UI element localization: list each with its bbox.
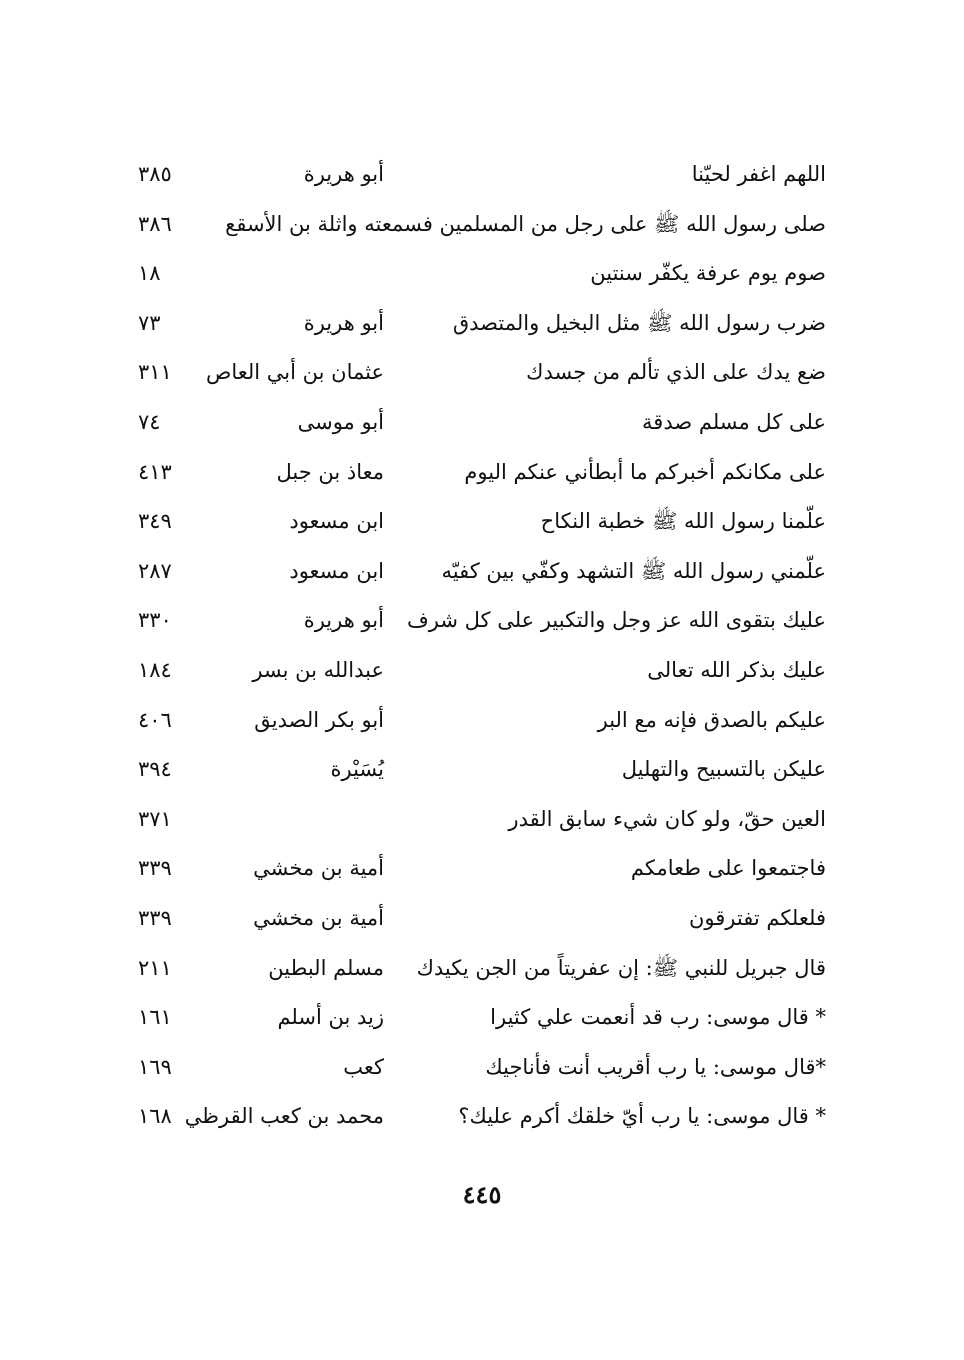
page-reference: ١٨٤ [138,657,172,682]
hadith-text: * قال موسى: رب قد أنعمت علي كثيرا [490,1005,826,1030]
page-reference: ٢١١ [138,955,172,980]
narrator-name: أبو بكر الصديق [254,707,384,732]
index-entry [120,944,834,994]
narrator-name: أمية بن مخشي [253,905,384,930]
page-reference: ٣٤٩ [138,509,172,534]
hadith-text: * قال موسى: يا رب أيّ خلقك أكرم عليك؟ [458,1104,826,1129]
index-entry [120,497,834,547]
index-entry [120,1043,834,1093]
page-reference: ٣٩٤ [138,757,172,782]
index-entry [120,448,834,498]
narrator-name: كعب [343,1054,384,1079]
page-reference: ٣٣٠ [138,608,172,633]
page-reference: ٤١٣ [138,459,172,484]
index-entry [120,547,834,597]
page-reference: ١٦٩ [138,1054,172,1079]
narrator-name: ابن مسعود [289,558,384,583]
page-reference: ١٨ [138,261,161,286]
hadith-text: العين حقّ، ولو كان شيء سابق القدر [508,806,826,831]
page-reference: ١٦١ [138,1005,172,1030]
page-reference: ٧٣ [138,310,161,335]
hadith-text: عليكن بالتسبيح والتهليل [621,757,826,782]
index-entry [120,299,834,349]
hadith-text: علّمني رسول الله ﷺ التشهد وكفّي بين كفيّه [441,558,826,583]
narrator-name: ابن مسعود [289,509,384,534]
narrator-name: أبو موسى [297,409,384,434]
index-entry [120,150,834,200]
narrator-name: مسلم البطين [268,955,384,980]
index-entry [120,348,834,398]
narrator-name: معاذ بن جبل [276,459,384,484]
index-entry [120,646,834,696]
hadith-index-list [120,150,834,1142]
hadith-text: عليكم بالصدق فإنه مع البر [597,707,826,732]
hadith-text: على مكانكم أخبركم ما أبطأني عنكم اليوم [464,459,826,484]
narrator-name: عبدالله بن بسر [252,657,384,682]
page-number: ٤٤٥ [462,1180,502,1209]
index-entry [120,745,834,795]
narrator-name: محمد بن كعب القرظي [184,1104,384,1129]
narrator-name: عثمان بن أبي العاص [205,360,384,385]
hadith-text: فاجتمعوا على طعامكم [630,856,826,881]
page-reference: ٤٠٦ [138,707,172,732]
narrator-name: زيد بن أسلم [277,1005,384,1030]
narrator-name: أمية بن مخشي [253,856,384,881]
index-entry [120,844,834,894]
page-reference: ٣٨٥ [138,162,172,186]
index-entry [120,249,834,299]
index-entry [120,894,834,944]
page-reference: ٣٧١ [138,806,172,831]
index-entry [120,993,834,1043]
hadith-text: علّمنا رسول الله ﷺ خطبة النكاح [540,509,826,534]
narrator-name: يُسَيْرة [330,757,384,782]
page-reference: ٣٣٩ [138,905,172,930]
index-entry [120,1092,834,1142]
index-entry [120,200,834,250]
hadith-text: قال جبريل للنبي ﷺ: إن عفريتاً من الجن يكيدك [416,955,826,980]
page-reference: ٧٤ [138,409,161,434]
narrator-name: أبو هريرة [303,608,384,633]
narrator-name: أبو هريرة [303,310,384,335]
hadith-text: اللهم اغفر لحيّنا [691,162,826,186]
page-reference: ٣٨٦ [138,211,172,236]
page-reference: ٣١١ [138,360,172,385]
page-reference: ٣٣٩ [138,856,172,881]
index-entry [120,596,834,646]
narrator-name: أبو هريرة [303,162,384,186]
page-reference: ١٦٨ [138,1104,172,1129]
hadith-text: عليك بذكر الله تعالى [647,657,826,682]
hadith-text: على كل مسلم صدقة [642,409,826,434]
hadith-text: صلى رسول الله ﷺ على رجل من المسلمين فسمعته واثلة بن الأسقع [225,211,826,236]
hadith-text: عليك بتقوى الله عز وجل والتكبير على كل شرف [406,608,826,633]
hadith-text: ضرب رسول الله ﷺ مثل البخيل والمتصدق [452,310,826,335]
index-entry [120,696,834,746]
hadith-text: ضع يدك على الذي تألم من جسدك [526,360,826,385]
hadith-text: فلعلكم تفترقون [688,905,826,930]
index-entry [120,398,834,448]
hadith-text: صوم يوم عرفة يكفّر سنتين [590,261,826,286]
index-entry [120,795,834,845]
hadith-text: *قال موسى: يا رب أقريب أنت فأناجيك [485,1054,826,1079]
page-reference: ٢٨٧ [138,558,172,583]
